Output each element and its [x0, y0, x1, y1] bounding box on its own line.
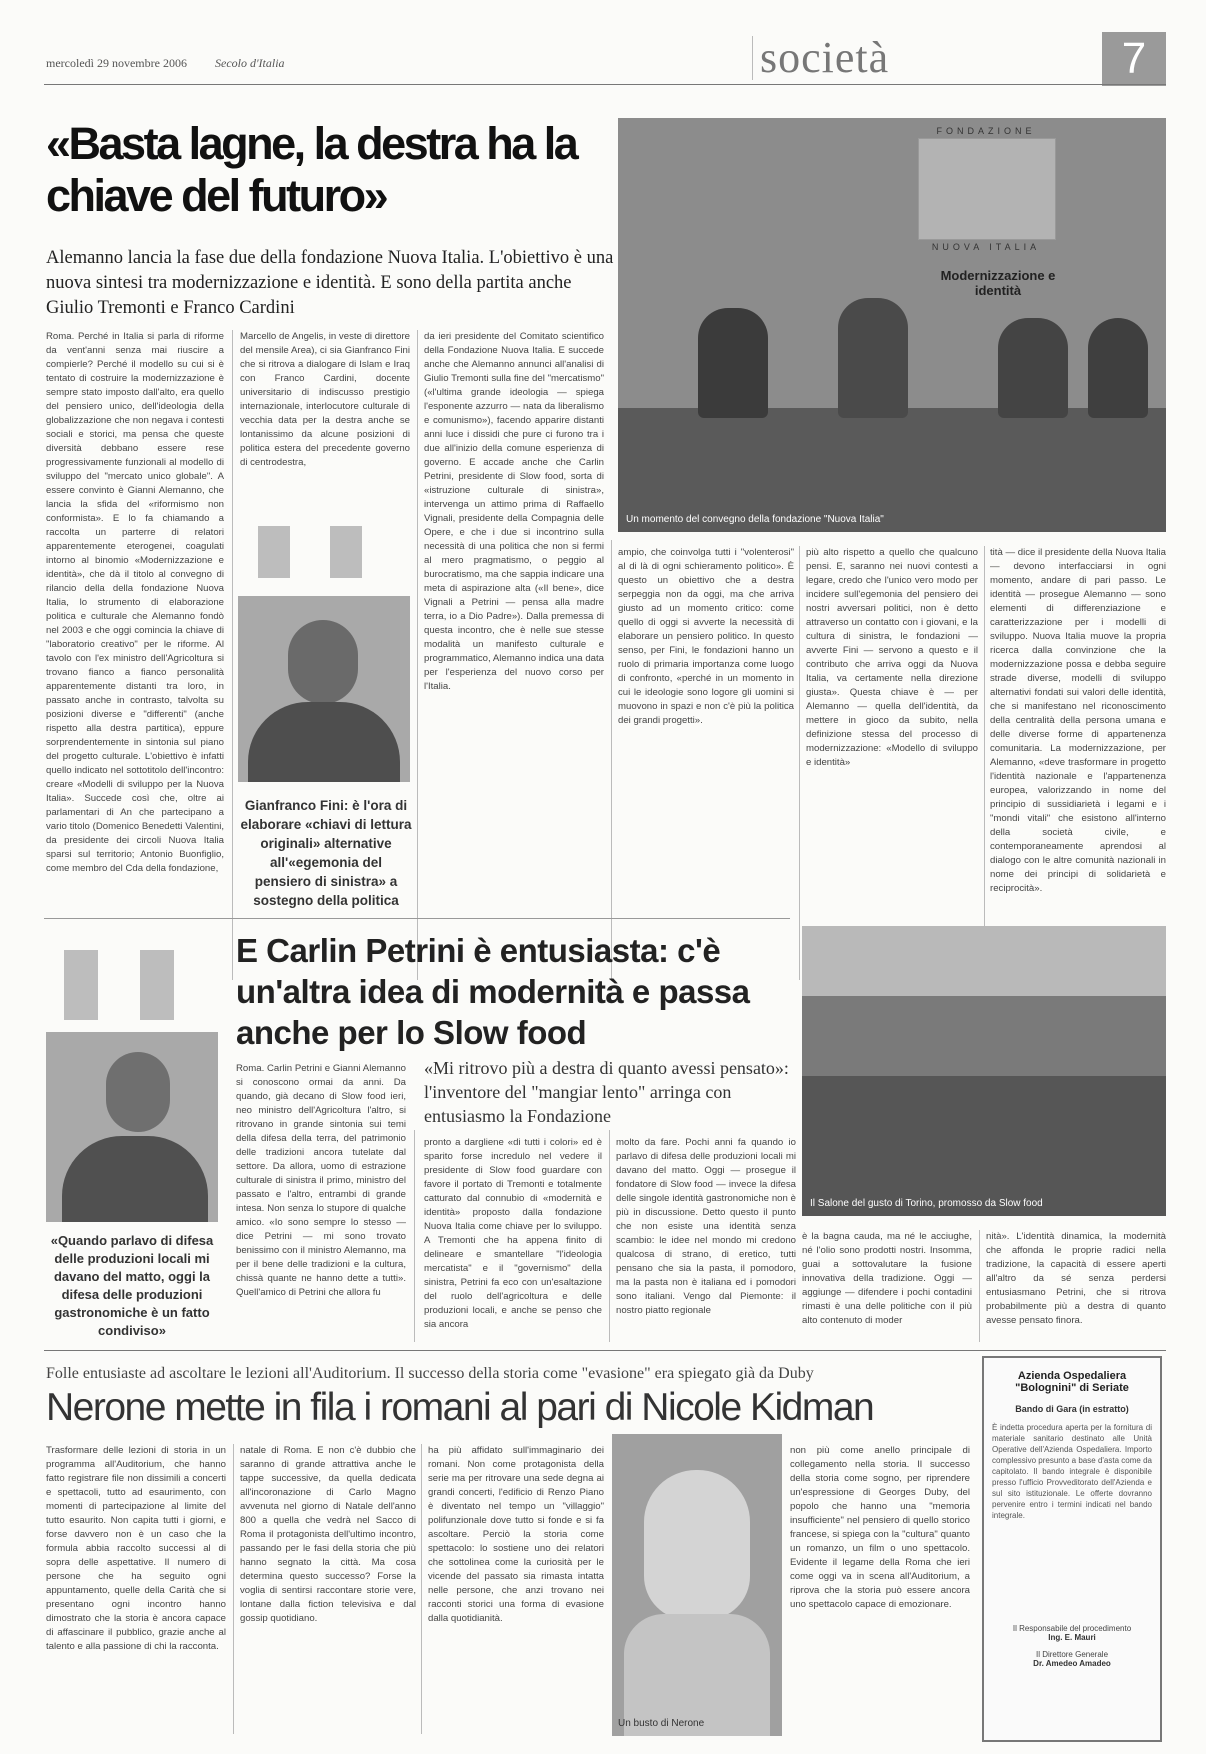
- bust-head: [644, 1470, 750, 1620]
- column-divider: [609, 1130, 610, 1342]
- speaker-silhouette: [1088, 318, 1148, 418]
- column-divider: [979, 1230, 980, 1342]
- logo-text-top: FONDAZIONE: [936, 126, 1036, 136]
- column-divider: [414, 1130, 415, 1342]
- nero-bust-photo: [612, 1434, 782, 1736]
- article3-column: Trasformare delle lezioni di storia in un programma all'Auditorium, che hanno fatto registrare file non dissimili a concerti e spettacoli, tutto ad esaurimento, con momenti di partecipazione al limite del tutto esaurito. Non capita tutti i giorni, e forse davvero non è un caso che la formula abbia raccolto successi al di sopra delle aspettative. Il numero di persone che ha seguito ogni appuntamento, quelle della Carità che si presentano ogni incontro hanno dimostrato che la storia è ancora capace di affascinare il pubblico, grazie anche al talento e alla passione di chi la racconta.: [46, 1445, 226, 1652]
- article1-column: Marcello de Angelis, in veste di direttore del mensile Area), ci sia Gianfranco Fini che si ritrova a dialogare di Islam e Iraq con Franco Cardini, docente universitario di indiscusso prestigio internazionale, interlocutore culturale di vecchia data per la destra anche se lontanissimo da alcune posizioni di politica estera del precedente governo di centrodestra,: [240, 331, 410, 468]
- article2-column: Roma. Carlin Petrini e Gianni Alemanno si conoscono ormai da anni. Da quando, già decano di Slow food ieri, neo ministro dell'Agricoltura l'altro, si ritrovano in grande sintonia sui temi della difesa della terra, del patrimonio delle tradizioni ancora tutelate dal settore. Da allora, uomo di estrazione culturale di sinistra il primo, ministro del passato e l'altro, entrambi di grande intesa. Non senza lo stupore di qualche amico. «Io sono sempre lo stesso — dice Petrini — mi sono trovato benissimo con il ministro Alemanno, ma per il bene delle tradizioni e la cultura, chissà quante ne hanno dette a tutti». Quell'amico di Petrini che allora fu: [236, 1063, 406, 1298]
- quote-mark-decoration: [64, 950, 98, 1020]
- article2-column: pronto a dargliene «di tutti i colori» ed è sparito forse incredulo nel vedere il presidente di Slow food guardare con favore il portato di Tremonti e totalmente catturato dal connubio di «modernità e identità» proposto dalla fondazione Nuova Italia come chiave per lo sviluppo. A Tremonti che ha appena finito di delineare e smantellare "l'ideologia mercatista" e il "governismo" della sinistra, Petrini fa eco con un'esaltazione del ruolo dell'agricoltura e delle produzioni locali, e anche se penso che sia ancora: [424, 1137, 602, 1330]
- slow-food-photo-caption: Il Salone del gusto di Torino, promosso da Slow food: [810, 1198, 1043, 1209]
- article3-column: natale di Roma. E non c'è dubbio che saranno di grande attrattiva anche le tappe successive, da quella dedicata all'incoronazione di Carlo Magno avvenuta nel giorno di Natale dell'anno 800 a quella che vedrà nel Sacco di Roma il protagonista dell'ultimo incontro, passando per le fasi della storia che più hanno segnato la città. Ma cosa determina questo successo? Forse la voglia di sentirsi raccontare storie vere, lontane dalla fiction televisiva e dal gossip quotidiano.: [240, 1445, 416, 1624]
- article1-headline: «Basta lagne, la destra ha la chiave del futuro»: [46, 118, 577, 221]
- logo-text-bottom: NUOVA ITALIA: [931, 242, 1041, 252]
- column-divider: [611, 540, 612, 980]
- photo-crowd: [802, 1076, 1166, 1216]
- article2-headline: E Carlin Petrini è entusiasta: c'è un'altra idea di modernità e passa anche per lo Slow food: [236, 932, 750, 1051]
- header-divider: [752, 36, 753, 80]
- article2-column: molto da fare. Pochi anni fa quando io parlavo di difesa delle produzioni locali mi davano del matto. Oggi — prosegue il fondatore di Slow food — invece la difesa delle singole identità gastronomiche non è più in discussione. Detto questo il punto che non esiste una identità senza scambio: le idee nel mondo mi credono qualcosa di strano, di eretico, tutti pensano che sia la pasta, il pomodoro, ma la pasta non è italiana ed i pomodori sono italiani. Vengo dal Piemonte: il nostro piatto regionale: [616, 1137, 796, 1316]
- conference-photo-caption: Un momento del convegno della fondazione "Nuova Italia": [626, 514, 884, 525]
- notice-director-role: Il Direttore Generale: [1035, 1650, 1109, 1659]
- article3-kicker: Folle entusiaste ad ascoltare le lezioni all'Auditorium. Il successo della storia come "evasione" era spiegato già da Duby: [46, 1365, 814, 1382]
- petrini-portrait-photo: [46, 1032, 218, 1222]
- section-rule: [44, 918, 790, 919]
- article1-pull-quote: Gianfranco Fini: è l'ora di elaborare «chiavi di lettura originali» alternative all'«egemonia del pensiero di sinistra» a sostegno della politica: [240, 798, 412, 908]
- speaker-silhouette: [838, 298, 908, 418]
- section-title: società: [760, 33, 890, 82]
- hospital-notice-box: [982, 1356, 1162, 1742]
- notice-title-line2: "Bolognini" di Seriate: [1015, 1382, 1129, 1394]
- notice-signature-name: Ing. E. Mauri: [1048, 1633, 1096, 1642]
- speaker-silhouette: [998, 318, 1068, 418]
- article2-column: nità». L'identità dinamica, la modernità che affonda le proprie radici nella tradizione, la capacità di essere aperti all'altro da sé senza perdersi entusiasmano Petrini, che si ritrova probabilmente più a destra di quanto avesse pensato finora.: [986, 1231, 1166, 1326]
- portrait-body: [248, 702, 400, 782]
- section-rule: [44, 1350, 1166, 1351]
- header-date: mercoledì 29 novembre 2006: [46, 56, 187, 70]
- article1-column: Roma. Perché in Italia si parla di riforme da vent'anni senza mai riuscire a compierle? Perché il modello su cui si è tentato di costruire la modernizzazione è sempre stato imposto dall'alto, era quello del pensiero unico, dell'ideologia della globalizzazione che non negava i contesti sociali e storici, ma pensa che queste diversità debbano essere rese progressivamente funzionali al modello di sviluppo del "mercato unico globale". A essere convinto è Gianni Alemanno, che lancia la sfida del «riformismo non conformista». E lo fa chiamando a raccolta un parterre di relatori apparentemente eterogenei, coagulati intorno al binomio «Modernizzazione e identità», che dà il titolo al convegno di rilancio della della fondazione Nuova Italia, lo strumento di elaborazione politica e culturale che Alemanno fondò nel 2003 e che oggi comincia la chiave di "laboratorio creativo" per le riforme. Al tavolo con l'ex ministro dell'Agricoltura si trovano fianco a fianco personalità apparentemente distanti tra loro, in passato anche in contrasto, talvolta su posizioni diverse e "differenti" (anche rispetto alla destra partitica), eppure sorprendentemente in sintonia sul piano del progetto culturale. L'obiettivo è infatti quello indicato nel sottotitolo dell'incontro: creare «Modelli di sviluppo per la Nuova Italia». Succede così che, oltre ai parlamentari di An che partecipano a vario titolo (Domenico Benedetti Valentini, da presidente dei circoli Nuova Italia sparsi sul territorio; Antonio Buonfiglio, come membro del Cda della fondazione,: [46, 331, 224, 874]
- notice-subtitle: Bando di Gara (in estratto): [1015, 1404, 1129, 1414]
- page-number: 7: [1102, 32, 1166, 86]
- notice-director-name: Dr. Amedeo Amadeo: [1033, 1659, 1111, 1668]
- fini-portrait-photo: [238, 596, 410, 782]
- speaker-silhouette: [698, 308, 768, 418]
- portrait-body: [62, 1136, 208, 1222]
- article1-column: da ieri presidente del Comitato scientifico della Fondazione Nuova Italia. E succede anche che Alemanno annunci all'analisi di Giulio Tremonti sulla fine del "mercatismo" («l'ultima grande ideologia — spiega l'esponente azzurro — nata da liberalismo e comunismo»), facendo apparire distanti anni luce i dissidi che pure ci furono tra i due all'inizio della comune esperienza di governo. E accade anche che Carlin Petrini, presidente di Slow food, sorta di «istruzione culturale di sinistra», intervenga un attimo prima di Raffaello Vignali, presidente della Compagnia delle Opere, e che i due si incontrino sulla necessità di una politica che non si fermi al mero pragmatismo, o peggio al burocratismo, ma che sappia indicare una meta di aspirazione alta («Il bene», dice Vignali a Petrini — pensa alla madre terra, io a Dio Padre»). Dalla premessa di questa incontro, che è nelle sue stesse modalità un manifesto culturale e programmatico, Alemanno indica una data per l'esperienza del nuovo corso per l'Italia.: [424, 331, 604, 692]
- column-divider: [799, 546, 800, 980]
- column-divider: [984, 546, 985, 980]
- quote-mark-decoration: [330, 526, 362, 578]
- header-paper-name: Secolo d'Italia: [215, 56, 285, 70]
- nero-photo-caption: Un busto di Nerone: [618, 1718, 705, 1729]
- conference-photo: [618, 118, 1166, 532]
- slow-food-crowd-photo: [802, 926, 1166, 1216]
- article2-pull-quote: «Quando parlavo di difesa delle produzioni locali mi davano del matto, oggi la difesa delle produzioni gastronomiche è un fatto condiviso»: [50, 1233, 214, 1338]
- article2-deck: «Mi ritrovo più a destra di quanto avessi pensato»: l'inventore del "mangiar lento" arringa con entusiasmo la Fondazione: [424, 1058, 789, 1126]
- column-divider: [421, 1444, 422, 1734]
- article2-column: è la bagna cauda, ma né le acciughe, né l'olio sono prodotti nostri. Insomma, guai a sottovalutare la fusione innovativa della tradizione. Oggi — aggiunge — difendere i pochi contadini rimasti è una delle politiche con il più alto contenuto di moder: [802, 1231, 972, 1326]
- article1-subtitle: Alemanno lancia la fase due della fondazione Nuova Italia. L'obiettivo è una nuova sintesi tra modernizzazione e identità. E sono della partita anche Giulio Tremonti e Franco Cardini: [46, 248, 614, 318]
- article3-column: ha più affidato sull'immaginario dei romani. Non come protagonista della serie ma per ritrovare una sede degna ai grandi concerti, l'edificio di Renzo Piano è diventato nel tempo un "villaggio" polifunzionale dove tutto si fonde e si fa ascoltare. Perciò la storia come spettacolo: lo sostiene uno dei relatori che sottolinea come la curiosità per le vicende del passato sia rimasta intatta nelle persone, che anzi trovano nei racconti storici una forma di evasione dalla quotidianità.: [428, 1445, 604, 1624]
- quote-mark-decoration: [258, 526, 290, 578]
- backdrop-banner-text: Modernizzazione e identità: [940, 268, 1056, 298]
- column-divider: [417, 330, 418, 980]
- notice-body: È indetta procedura aperta per la fornitura di materiale sanitario destinato alle Unità Operative dell'Azienda Ospedaliera. Importo complessivo presunto a base d'asta come da capitolato. Il bando integrale è disponibile presso l'ufficio Provveditorato dell'Azienda e sul sito istituzionale. Le offerte dovranno pervenire entro i termini indicati nel bando integrale.: [992, 1423, 1152, 1520]
- column-divider: [232, 330, 233, 980]
- article1-column: più alto rispetto a quello che qualcuno pensi. E, saranno nei nuovi contesti a legare, credo che l'unico vero modo per incidere sull'egemonia del pensiero dei nostri avversari politici, non è detto attraverso un contatto con i giovani, e la cultura di sinistra, le fondazioni — avverte Fini — servono a questo e il contributo che arriva oggi da Nuova Italia, va certamente nella direzione giusta». Questa chiave è — per Alemanno — quella dell'identità, da mettere in gioco da subito, nella definizione stessa del processo di modernizzazione: «Modello di sviluppo e identità»: [806, 547, 978, 768]
- article1-column: tità — dice il presidente della Nuova Italia — devono interfacciarsi in ogni momento, andare di pari passo. Le identità — prosegue Alemanno — sono elementi di differenziazione e caratterizzazione per i modelli di sviluppo. Nuova Italia muove la propria ricerca dalla convinzione che la modernizzazione possa e debba seguire strade diverse, modelli di sviluppo alternativi fondati sui valori delle identità, che si manifestano nel riconoscimento della centralità della persona umana e delle diverse forme di appartenenza comunitaria. La modernizzazione, per Alemanno, «deve trasformare in progetto l'identità nazionale e l'appartenenza europea, valorizzando in nome del principio di sussidiarietà i legami e i "mondi vitali" che esistono all'interno della società civile, e contemporaneamente aprendosi al dialogo con le altre comunità nazionali in nome dei principi di solidarietà e reciprocità».: [990, 547, 1166, 894]
- notice-title-line1: Azienda Ospedaliera: [1017, 1370, 1127, 1382]
- article3-column: non più come anello principale di collegamento nella storia. Il successo della storia come sogno, per riprendere un'espressione di Georges Duby, del popolo che hanno una "memoria insufficiente" nel pensiero di quello storico francese, si spiega con la "cultura" quanto un romanzo, un film o uno spettacolo. Evidente il legame della Roma che ieri come oggi va in scena all'Auditorium, a riprova che la storia può essere ancora uno spettacolo capace di emozionare.: [790, 1445, 970, 1610]
- portrait-head: [106, 1052, 170, 1132]
- photo-canopy: [802, 926, 1166, 996]
- notice-signature-role: Il Responsabile del procedimento: [1012, 1624, 1132, 1633]
- column-divider: [233, 1444, 234, 1734]
- foundation-logo: [918, 138, 1056, 240]
- quote-mark-decoration: [140, 950, 174, 1020]
- article1-column: ampio, che coinvolga tutti i "volenterosi" al di là di ogni schieramento politico». È questo un obiettivo che a destra serpeggia non da oggi, ma che arriva giusto ad un momento critico: come quello di oggi si avverte la necessità di elaborare un pensiero politico. In questo senso, per Fini, le fondazioni hanno un ruolo di primaria importanza come luogo di confronto, «perché in un momento in cui le ideologie sono logore gli uomini si muovono in spazi e non c'è più la politica dei grandi progetti».: [618, 547, 794, 726]
- article3-headline: Nerone mette in fila i romani al pari di Nicole Kidman: [46, 1386, 874, 1429]
- header-rule: [44, 84, 1166, 85]
- portrait-head: [288, 620, 358, 704]
